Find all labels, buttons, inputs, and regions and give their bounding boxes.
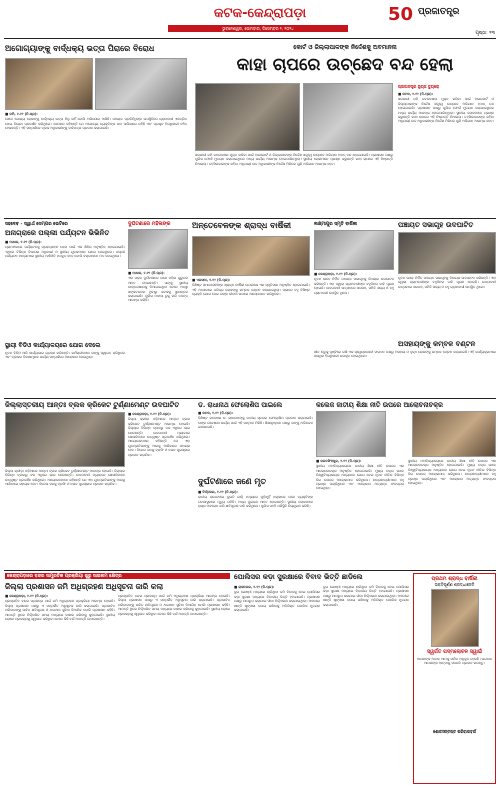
story-6-body-2: ନୂତନ ଭାବେ ନିର୍ମିତ ପଞ୍ଚାୟତ ସଭାଗୃହକୁ ବିଧାୟକ ଉଦଘାଟନ କରିଛନ୍ତି। ଏହା ଦ୍ୱାରା ଗ୍ରାମବାସୀଙ୍କ ବହୁଦିନର ଦାବି ପୂରଣ ହୋଇଛି। ଉଦଘାଟନୀ ଉତ୍ସବରେ ସରପଞ୍ଚ, ସମିତି ସଭ୍ୟ ଓ ବହୁ ଗ୍ରାମବାସୀ ଉପସ୍ଥିତ ଥିଲେ। [398, 276, 496, 289]
story-2-headline: କାହା ଚାପରେ ଉଚ୍ଛେଦ ବନ୍ଦ ହେଲା [236, 55, 454, 75]
story-3-text: ଗ୍ରାମାଞ୍ଚଳରେ ପର୍ଯ୍ୟଟନକୁ ପ୍ରୋତ୍ସାହନ ଦେବା ପାଇଁ ଏକ ଶିବିର ଅନୁଷ୍ଠିତ ହୋଇଯାଇଛି। ଏଥିରେ ବିଭିନ୍ନ ବିଭାଗର ଅଧିକାରୀ ଓ ସ୍ଥାନୀୟ ଯୁବକମାନେ ଯୋଗ ଦେଇଥିଲେ। ପଲ୍ଲୀ ପର୍ଯ୍ୟଟନ ମାଧ୍ୟମରେ ସ୍ଥାନୀୟ ଅର୍ଥନୀତି ମଜବୁତ ହେବ ବୋଲି ବକ୍ତାମାନେ ମତ ଦେଇଥିଲେ। [5, 245, 125, 259]
story-4-body [128, 271, 188, 395]
story-1-photo [5, 58, 93, 110]
story-10-dateline: ■ ତିର୍ତ୍ତୋଲ, ୧.୧୨ (ନି.ପ୍ର): [198, 490, 238, 494]
story-13-body [234, 585, 320, 784]
obituary-ad [413, 573, 496, 784]
paper-name: ପ୍ରଜାତନ୍ତ୍ର [418, 7, 460, 17]
ad-portrait [431, 589, 479, 647]
story-5-dateline: ■ ଏରସମା, ୧.୧୨ (ନି.ପ୍ର): [192, 278, 231, 282]
masthead [0, 0, 500, 42]
divider-3 [4, 570, 496, 571]
anniversary-number: 50 [388, 4, 414, 25]
story-1-headline: ଅଗୋଗ୍ୟାଙ୍କୁ ବାର୍ଦ୍ଧକ୍ୟ ଭତ୍ତା ପିରାରେ ବିରୋଧ [5, 44, 155, 53]
story-6-photo [314, 230, 394, 270]
story-6-text: ନୂତନ ଭାବେ ନିର୍ମିତ ପଞ୍ଚାୟତ ସଭାଗୃହକୁ ବିଧାୟକ ଉଦଘାଟନ କରିଛନ୍ତି। ଏହା ଦ୍ୱାରା ଗ୍ରାମବାସୀଙ୍କ ବହୁଦିନର ଦାବି ପୂରଣ ହୋଇଛି। ଉଦଘାଟନୀ ଉତ୍ସବରେ ସରପଞ୍ଚ, ସମିତି ସଭ୍ୟ ଓ ବହୁ ଗ୍ରାମବାସୀ ଉପସ୍ଥିତ ଥିଲେ। [314, 277, 394, 295]
story-12-dateline: ■ କେନ୍ଦ୍ରାପଡ଼ା, ୧.୧୨ (ନି.ପ୍ର): [5, 594, 49, 598]
story-7-body: ଶୀତ ଋତୁକୁ ଦୃଷ୍ଟିରେ ରଖି ଏକ ସ୍ୱେଚ୍ଛାସେବୀ ସଂଗଠନ ପକ୍ଷରୁ ଅସହାୟ ଓ ବୃଦ୍ଧ ଲୋକଙ୍କୁ କମ୍ବଳ ବଣ୍ଟନ କରାଯାଇଛି। ଏହି କାର୍ଯ୍ୟକ୍ରମରେ ଶତାଧିକ ହିତାଧିକାରୀ ଉପକୃତ ହୋଇଥିଲେ। [314, 350, 496, 359]
story-3-headline: ଅନାଗ୍ରାରେ ପଲ୍ଲୀ ପର୍ଯ୍ୟଟନ ଭିଭିନିତ [5, 229, 110, 237]
story-7-headline: ଅସହାୟଙ୍କୁ କମ୍ବଳ ବଣ୍ଟନ [398, 340, 476, 348]
story-10-headline: ଦୁର୍ଘଟଣାରେ ଜଣେ ମୃତ [198, 477, 267, 486]
story-2-text-cont: ସରକାରୀ ଜମି ଜବରଦଖଲ ମୁକ୍ତ କରିବା ପାଇଁ ହାଇକୋର୍ଟ ଓ ଜିଲ୍ଲାପାଳଙ୍କ ନିର୍ଦ୍ଦେଶ ସତ୍ତ୍ୱେ ଉଚ୍ଛେଦ ଅଭିଯାନ ହଠାତ୍ ବନ୍ଦ ହୋଇଯାଇଛି। ପ୍ରଶାସନ ପକ୍ଷରୁ ପୁଲିସ ଫୋର୍ସ ମୁତୟନ କରାଯାଇଥିଲେ ମଧ୍ୟ କାର୍ଯ୍ୟ ଆରମ୍ଭ ହୋଇପାରିନଥିଲା। ସ୍ଥାନୀୟ ଲୋକମାନେ ପ୍ରଶ୍ନ କରୁଛନ୍ତି କାହା ଚାପରେ ଏହି ନିଷ୍ପତ୍ତି ନିଆଗଲା। ତହସିଲଦାରଙ୍କ କହିବା ଅନୁଯାୟୀ ଉଚ୍ଚ ଅଧିକାରୀଙ୍କ ନିର୍ଦ୍ଦେଶ ମିଳିଲେ ପୁଣି ଅଭିଯାନ ଆରମ୍ଭ ହେବ। [195, 153, 393, 166]
story-8-headline: ଜିଲ୍ଲାସ୍ତରୀୟ ଆନ୍ତଃ ବ୍ଲକ କ୍ରିକେଟ ଟୁର୍ଣ୍ଣାମେଣ୍ଟ ଉଦଘାଟିତ [5, 401, 180, 409]
ad-family: ଶୋକସନ୍ତପ୍ତ ପରିବାରବର୍ଗ [433, 729, 476, 734]
story-12-headline: ଜିଲ୍ଲା ପ୍ରଶାସନ ଜମି ଅଧିଗ୍ରହଣ ଅଧିସୂଚନା ଜାରି କଲା [5, 582, 163, 591]
ad-body: ଆପଣଙ୍କ ଅଭାବ ଆମକୁ ସର୍ବଦା ଅନୁଭୂତ ହେଉଛି। ଭଗବାନ ଆପଣଙ୍କ ଆତ୍ମାକୁ ସଦଗତି ପ୍ରଦାନ କରନ୍ତୁ। [416, 657, 493, 666]
page-label: ପୃଷ୍ଠା: ୧୩ [475, 31, 495, 36]
story-11-text: ସ୍ଥାନୀୟ ମହାବିଦ୍ୟାଳୟରେ ଜାତୀୟ ଶିକ୍ଷା ନୀତି ଉପରେ ଏକ ଆଲୋଚନାଚକ୍ର ଅନୁଷ୍ଠିତ ହୋଇଯାଇଛି। ମୁଖ୍ୟ ବକ୍ତା ଭାବେ ବିଶ୍ୱବିଦ୍ୟାଳୟର ଅଧ୍ୟାପକ ଯୋଗ ଦେଇ ନୂତନ ନୀତିର ବିଭିନ୍ନ ଦିଗ ଉପରେ ଆଲୋକପାତ କରିଥିଲେ। ଛାତ୍ରଛାତ୍ରୀମାନେ ବହୁ ପ୍ରଶ୍ନ ପଚାରିଥିଲେ ଏବଂ ଆଲୋଚନା ଅତ୍ୟନ୍ତ ଫଳପ୍ରଦ ହୋଇଥିଲା। [316, 464, 404, 491]
story-13-body-2: ଦୁଇ ଗୋଷ୍ଠୀ ମଧ୍ୟରେ ଚାଲିଥିବା ଜମି ବିବାଦକୁ ନେଇ ପୋଲିସର କଡ଼ା ସୁରକ୍ଷା ମଧ୍ୟରେ ବିବାଦୀୟ ଭିତ୍ତି ହଟାଯାଇଛି। ପ୍ରଶାସନ ପକ୍ଷରୁ ମାପଚୁପ କରାଯାଇ ସୀମା ନିର୍ଦ୍ଧାରଣ କରାଯାଇଥିଲା। ଅଞ୍ଚଳରେ ଶାନ୍ତି ଶୃଙ୍ଖଳା ବଜାୟ ରଖିବାକୁ ଅତିରିକ୍ତ ପୋଲିସ ମୁତୟନ କରାଯାଇଛି। [323, 585, 409, 607]
story-6-dateline: ■ କେନ୍ଦ୍ରାପଡ଼ା, ୧.୧୨ (ନି.ପ୍ର): [314, 272, 358, 276]
story-2-text: ସରକାରୀ ଜମି ଜବରଦଖଲ ମୁକ୍ତ କରିବା ପାଇଁ ହାଇକୋର୍ଟ ଓ ଜିଲ୍ଲାପାଳଙ୍କ ନିର୍ଦ୍ଦେଶ ସତ୍ତ୍ୱେ ଉଚ୍ଛେଦ ଅଭିଯାନ ହଠାତ୍ ବନ୍ଦ ହୋଇଯାଇଛି। ପ୍ରଶାସନ ପକ୍ଷରୁ ପୁଲିସ ଫୋର୍ସ ମୁତୟନ କରାଯାଇଥିଲେ ମଧ୍ୟ କାର୍ଯ୍ୟ ଆରମ୍ଭ ହୋଇପାରିନଥିଲା। ସ୍ଥାନୀୟ ଲୋକମାନେ ପ୍ରଶ୍ନ କରୁଛନ୍ତି କାହା ଚାପରେ ଏହି ନିଷ୍ପତ୍ତି ନିଆଗଲା। ତହସିଲଦାରଙ୍କ କହିବା ଅନୁଯାୟୀ ଉଚ୍ଚ ଅଧିକାରୀଙ୍କ ନିର୍ଦ୍ଦେଶ ମିଳିଲେ ପୁଣି ଅଭିଯାନ ଆରମ୍ଭ ହେବ। [398, 97, 494, 124]
story-6-photo-2 [398, 232, 496, 274]
ad-subtitle: ଭକ୍ତିପୂର୍ଣ୍ଣ ଶ୍ରଦ୍ଧାଞ୍ଜଳି [434, 582, 475, 587]
story-4-dateline: ■ ମାଧାଳ, ୧.୧୨ (ନି.ପ୍ର): [128, 271, 165, 275]
story-3b-headline: ସ୍ଥାୟୀ ବିଡିଓ କାର୍ଯ୍ୟାଳୟରେ ଯୋଗ ଦେଲେ [5, 342, 101, 349]
story-13-text: ଦୁଇ ଗୋଷ୍ଠୀ ମଧ୍ୟରେ ଚାଲିଥିବା ଜମି ବିବାଦକୁ ନେଇ ପୋଲିସର କଡ଼ା ସୁରକ୍ଷା ମଧ୍ୟରେ ବିବାଦୀୟ ଭିତ୍ତି ହଟାଯାଇଛି। ପ୍ରଶାସନ ପକ୍ଷରୁ ମାପଚୁପ କରାଯାଇ ସୀମା ନିର୍ଦ୍ଧାରଣ କରାଯାଇଥିଲା। ଅଞ୍ଚଳରେ ଶାନ୍ତି ଶୃଙ୍ଖଳା ବଜାୟ ରଖିବାକୁ ଅତିରିକ୍ତ ପୋଲିସ ମୁତୟନ କରାଯାଇଛି। [234, 590, 320, 613]
story-2-kicker: କୋର୍ଟ ଓ ଜିଲ୍ଲାପାଳଙ୍କ ନିର୍ଦ୍ଦେଶକୁ ଅବମାନନା [293, 44, 397, 51]
story-4-photo [128, 229, 188, 269]
divider-2 [4, 398, 496, 399]
story-6-headline: ପଞ୍ଚାୟତ ସଭାଗୃହ ଉଦଘାଟିତ [398, 221, 474, 229]
story-1-photo-2 [95, 58, 187, 110]
story-8-dateline: ■ କେନ୍ଦ୍ରାପଡ଼ା, ୧.୧୨ (ନି.ପ୍ର): [128, 412, 172, 416]
story-3-dateline: ■ ମାଧାଳ, ୧.୧୨ (ନି.ପ୍ର): [5, 240, 42, 244]
story-2-body-col [195, 153, 393, 215]
ad-title: ପ୍ରଥମ ଶ୍ରାଦ୍ଧ ବାର୍ଷିକୀ [431, 576, 478, 582]
story-3b-body: ନୂତନ ବିଡିଓ ଆଜି କାର୍ଯ୍ୟଭାର ଗ୍ରହଣ କରିଛନ୍ତି। କର୍ମଚାରୀମାନେ ତାଙ୍କୁ ସ୍ୱାଗତ କରିଥିଲେ ଏବଂ ବ୍ଲକର ବିକାଶମୂଳକ କାର୍ଯ୍ୟ ସମ୍ପର୍କରେ ଆଲୋଚନା ହୋଇଥିଲା। [5, 351, 125, 360]
story-11-photo-2 [412, 411, 496, 457]
story-1-body [5, 112, 187, 215]
story-5-photo [192, 236, 310, 276]
story-2-byline: ପ୍ରଜାତନ୍ତ୍ର ନ୍ୟୁଜ ବ୍ୟୁରୋ [398, 84, 440, 89]
story-2-photo [195, 83, 300, 151]
story-10-text: ଜାତୀୟ ରାଜପଥରେ ଦୁଇଟି ଗାଡ଼ି ମଧ୍ୟରେ ମୁହାଁମୁହିଁ ଧକ୍କାରେ ଜଣେ ବ୍ୟକ୍ତିଙ୍କ ଘଟଣାସ୍ଥଳରେ ମୃତ୍ୟୁ ଘଟିଛି। ଅନ୍ୟ ଦୁଇଜଣ ଆହତ ହୋଇଛନ୍ତି। ସ୍ଥାନୀୟ ଲୋକମାନେ ରାସ୍ତା ଅବରୋଧ କରି କ୍ଷତିପୂରଣ ଦାବି କରିଥିଲେ। ପୁଲିସ ପହଞ୍ଚି ପରିସ୍ଥିତି ନିୟନ୍ତ୍ରଣ କରିଛି। [198, 495, 313, 509]
story-11-dateline: ■ ଜଗତସିଂହପୁର, ୧.୧୨ (ନି.ପ୍ର): [316, 459, 362, 463]
story-6-body [314, 272, 394, 342]
story-1-dateline: ■ ଡମି, ୧.୧୨ (ନି.ପ୍ର): [5, 112, 38, 116]
story-3-body [5, 240, 125, 340]
story-5-body [192, 278, 310, 395]
story-8-text: ଜିଲ୍ଲା କ୍ରୀଡ଼ା ପଡ଼ିଆରେ ଆନ୍ତଃ ବ୍ଲକ କ୍ରିକେଟ ଟୁର୍ଣ୍ଣାମେଣ୍ଟ ଆରମ୍ଭ ହୋଇଛି। ଜିଲ୍ଲାର ବିଭିନ୍ନ ବ୍ଲକରୁ ଦଳ ଏଥିରେ ଭାଗ ନେଉଛନ୍ତି। ଉଦଘାଟନୀ ମ୍ୟାଚରେ ଖେଳାଳିମାନେ ଉତ୍କୃଷ୍ଟ ପ୍ରଦର୍ଶନ କରିଥିଲେ। ଆୟୋଜକମାନେ କହିଛନ୍ତି ଯେ ଏହା ଯୁବପ୍ରତିଭାଙ୍କୁ ଆଗକୁ ଆଣିବାରେ ସହାୟକ ହେବ। ବିଜେତା ଦଳକୁ ଟ୍ରଫି ଓ ନଗଦ ପୁରସ୍କାର ପ୍ରଦାନ କରାଯିବ। [128, 417, 190, 457]
story-12-body-2: ପ୍ରସ୍ତାବିତ ବନ୍ଦର ପ୍ରକଳ୍ପ ପାଇଁ ଜମି ଅଧିଗ୍ରହଣ ପ୍ରକ୍ରିୟା ଆରମ୍ଭ ହୋଇଛି। ଜିଲ୍ଲା ପ୍ରଶାସନ ପକ୍ଷରୁ ଏ ସମ୍ପର୍କିତ ଅଧିସୂଚନା ଜାରି କରାଯାଇଛି। ପ୍ରଭାବିତ ପରିବାରଙ୍କୁ ଉଚିତ କ୍ଷତିପୂରଣ ଓ ଥଇଥାନ ସୁବିଧା ଦିଆଯିବ ବୋଲି ପ୍ରଶାସନ କହିଛି। ଆପତ୍ତି ଥିଲେ ନିର୍ଦ୍ଧାରିତ ସମୟ ମଧ୍ୟରେ ଦାଖଲ କରିବାକୁ କୁହାଯାଇଛି। ସ୍ଥାନୀୟ ଲୋକେ ପ୍ରକଳ୍ପକୁ ସ୍ୱାଗତ କରିଥିବା ବେଳେ କିଛି ବର୍ଗ ଆପତ୍ତି ଉଠାଇଛନ୍ତି। [118, 594, 230, 616]
story-11-photo [316, 411, 386, 457]
story-12-body [5, 594, 115, 784]
story-2-photo-2 [303, 83, 393, 151]
story-5-text: ବିଶିଷ୍ଟ ସମାଜସେବୀଙ୍କ ଶ୍ରାଦ୍ଧ ବାର୍ଷିକୀ ଉପଲକ୍ଷେ ଏକ ସ୍ମୃତିସଭା ଅନୁଷ୍ଠିତ ହୋଇଯାଇଛି। ଏହି ଅବସରରେ ଦରିଦ୍ର ଲୋକଙ୍କୁ କମ୍ବଳ ବଣ୍ଟନ କରାଯାଇଥିଲା। ସଭାରେ ବହୁ ବିଶିଷ୍ଟ ବ୍ୟକ୍ତି ଯୋଗ ଦେଇ ତାଙ୍କ ଜୀବନୀ ଉପରେ ଆଲୋକପାତ କରିଥିଲେ। [192, 283, 310, 297]
story-9-body [198, 411, 313, 473]
story-13-headline: ପୋଲିସର କଡ଼ା ସୁରକ୍ଷାରେ ବିବାଦ ଭିତ୍ତି ଛାଡିଲେ [234, 573, 363, 581]
story-8-body-2: ଜିଲ୍ଲା କ୍ରୀଡ଼ା ପଡ଼ିଆରେ ଆନ୍ତଃ ବ୍ଲକ କ୍ରିକେଟ ଟୁର୍ଣ୍ଣାମେଣ୍ଟ ଆରମ୍ଭ ହୋଇଛି। ଜିଲ୍ଲାର ବିଭିନ୍ନ ବ୍ଲକରୁ ଦଳ ଏଥିରେ ଭାଗ ନେଉଛନ୍ତି। ଉଦଘାଟନୀ ମ୍ୟାଚରେ ଖେଳାଳିମାନେ ଉତ୍କୃଷ୍ଟ ପ୍ରଦର୍ଶନ କରିଥିଲେ। ଆୟୋଜକମାନେ କହିଛନ୍ତି ଯେ ଏହା ଯୁବପ୍ରତିଭାଙ୍କୁ ଆଗକୁ ଆଣିବାରେ ସହାୟକ ହେବ। ବିଜେତା ଦଳକୁ ଟ୍ରଫି ଓ ନଗଦ ପୁରସ୍କାର ପ୍ରଦାନ କରାଯିବ। [5, 469, 125, 487]
story-1-text: ସେତେ ଯୋଗ୍ୟ ଲୋକଙ୍କୁ ବାର୍ଦ୍ଧକ୍ୟ ଭତ୍ତା ମିଳୁ ନାହିଁ ବୋଲି ଅଭିଯୋଗ ଆସିଛି। ପଞ୍ଚାୟତ ପ୍ରତିନିଧିଙ୍କ ଉପସ୍ଥିତିରେ ଗ୍ରାମବାସୀ ଏକତ୍ରିତ ହୋଇ ବିରୋଧ ପ୍ରଦର୍ଶନ କରିଥିଲେ। ସେମାନେ କହିଛନ୍ତି ଯେ ଅଯୋଗ୍ୟ ବ୍ୟକ୍ତିଙ୍କ ନାମ ତାଲିକାରେ ରହିଛି ଏବଂ ପ୍ରକୃତ ହିତାଧିକାରୀ ବଞ୍ଚିତ ହେଉଛନ୍ତି। ଏହି ସମ୍ପର୍କରେ ବ୍ଲକ ଅଧିକାରୀଙ୍କୁ ଦାବିପତ୍ର ପ୍ରଦାନ କରାଯାଇଛି। [5, 117, 187, 131]
story-12-kicker: କେନ୍ଦ୍ରାପଡ଼ାରେ ବନ୍ଦର ସାମ୍ପ୍ରତିକ ପ୍ରକ୍ରିୟା ଶୁରୁ ସାଇନାମ କ୍ଷେତ୍ର [5, 573, 230, 579]
ad-name: ସ୍ୱର୍ଗତ ପଦ୍ମଲୋଚନ ସ୍ୱାଇଁ [426, 649, 483, 655]
story-6-kicker: ଲକ୍ଷ୍ମୀପୁର ସ୍ମୃତି ବାର୍ଷିକୀ [314, 222, 358, 227]
story-13-dateline: ■ ରାଜନଗର, ୧.୧୨ (ନି.ପ୍ର): [234, 585, 275, 589]
section-title: କଟକ-କେନ୍ଦ୍ରାପଡ଼ା [213, 6, 307, 21]
story-9-text: ବିଶିଷ୍ଟ ଗବେଷକ ଡ. ରାଧାନାଥଙ୍କୁ ଜାତୀୟ ସ୍ତରର ଫେଲୋଶିପ ପ୍ରଦାନ କରାଯାଇଛି। ତାଙ୍କ ଗବେଷଣା କାର୍ଯ୍ୟ ପାଇଁ ଏହି ସମ୍ମାନ ମିଳିଛି। ଶିକ୍ଷାନୁଷ୍ଠାନ ପକ୍ଷରୁ ତାଙ୍କୁ ଅଭିନନ୍ଦନ ଜଣାଯାଇଛି। [198, 416, 313, 430]
divider-1 [4, 218, 496, 219]
story-9-headline: ଡ. ରାଧାନାଥ ଫେଲୋଶିପ ପାଇଲେ [198, 401, 283, 409]
story-8-body [128, 412, 190, 567]
story-8-photo [5, 412, 125, 467]
story-5-headline: ଅନ୍ତେବେଳଙ୍କ ଶ୍ରାଦ୍ଧ ବାର୍ଷିକୀ [192, 221, 291, 230]
story-2-dateline: ■ କଟକ, ୧.୧୨ (ନି.ପ୍ର): [398, 92, 434, 96]
story-4-text: ଏକ ସଡ଼କ ଦୁର୍ଘଟଣାରେ ଜଣେ ମହିଳା ଗୁରୁତର ଆହତ ହୋଇଛନ୍ତି। ତାଙ୍କୁ ସ୍ଥାନୀୟ ଡାକ୍ତରଖାନାକୁ ନିଆଯାଇଥିବା ବେଳେ ଅବସ୍ଥା ସଙ୍କଟଜନକ ଥିବାରୁ କଟକକୁ ସ୍ଥାନାନ୍ତର କରାଯାଇଛି। ପୁଲିସ ମାମଲା ରୁଜୁ କରି ତଦନ୍ତ ଆରମ୍ଭ କରିଛି। [128, 276, 188, 303]
story-9-dateline: ■ କଟକ, ୧.୧୨ (ନି.ପ୍ର): [198, 411, 234, 415]
date-line: ଭୁବନେଶ୍ୱର, ସୋମବାର, ଡିସେମ୍ବର ୨, ୨୦୨୪ [168, 25, 348, 32]
story-11-body-2: ସ୍ଥାନୀୟ ମହାବିଦ୍ୟାଳୟରେ ଜାତୀୟ ଶିକ୍ଷା ନୀତି ଉପରେ ଏକ ଆଲୋଚନାଚକ୍ର ଅନୁଷ୍ଠିତ ହୋଇଯାଇଛି। ମୁଖ୍ୟ ବକ୍ତା ଭାବେ ବିଶ୍ୱବିଦ୍ୟାଳୟର ଅଧ୍ୟାପକ ଯୋଗ ଦେଇ ନୂତନ ନୀତିର ବିଭିନ୍ନ ଦିଗ ଉପରେ ଆଲୋକପାତ କରିଥିଲେ। ଛାତ୍ରଛାତ୍ରୀମାନେ ବହୁ ପ୍ରଶ୍ନ ପଚାରିଥିଲେ ଏବଂ ଆଲୋଚନା ଅତ୍ୟନ୍ତ ଫଳପ୍ରଦ ହୋଇଥିଲା। [408, 459, 496, 486]
story-11-body [316, 459, 404, 567]
story-4-headline: ଦୁର୍ଘଟଣାରେ ମହିଳାଙ୍କ [128, 221, 171, 227]
story-11-headline: କଲେଜ ଜାତୀୟ ଶିକ୍ଷା ନୀତି ଉପରେ ଆଲୋଚନାଚକ୍ର [316, 401, 443, 409]
story-10-body [198, 490, 313, 567]
story-12-text: ପ୍ରସ୍ତାବିତ ବନ୍ଦର ପ୍ରକଳ୍ପ ପାଇଁ ଜମି ଅଧିଗ୍ରହଣ ପ୍ରକ୍ରିୟା ଆରମ୍ଭ ହୋଇଛି। ଜିଲ୍ଲା ପ୍ରଶାସନ ପକ୍ଷରୁ ଏ ସମ୍ପର୍କିତ ଅଧିସୂଚନା ଜାରି କରାଯାଇଛି। ପ୍ରଭାବିତ ପରିବାରଙ୍କୁ ଉଚିତ କ୍ଷତିପୂରଣ ଓ ଥଇଥାନ ସୁବିଧା ଦିଆଯିବ ବୋଲି ପ୍ରଶାସନ କହିଛି। ଆପତ୍ତି ଥିଲେ ନିର୍ଦ୍ଧାରିତ ସମୟ ମଧ୍ୟରେ ଦାଖଲ କରିବାକୁ କୁହାଯାଇଛି। ସ୍ଥାନୀୟ ଲୋକେ ପ୍ରକଳ୍ପକୁ ସ୍ୱାଗତ କରିଥିବା ବେଳେ କିଛି ବର୍ଗ ଆପତ୍ତି ଉଠାଇଛନ୍ତି। [5, 599, 115, 622]
story-3-kicker: ସହଦେବ - ସ୍ୱାର୍ଥ ସେମ୍ପର ଭେଟିରେ [5, 222, 68, 227]
masthead-divider [4, 38, 496, 39]
story-2-body [398, 92, 494, 215]
anniversary-logo [388, 4, 416, 28]
